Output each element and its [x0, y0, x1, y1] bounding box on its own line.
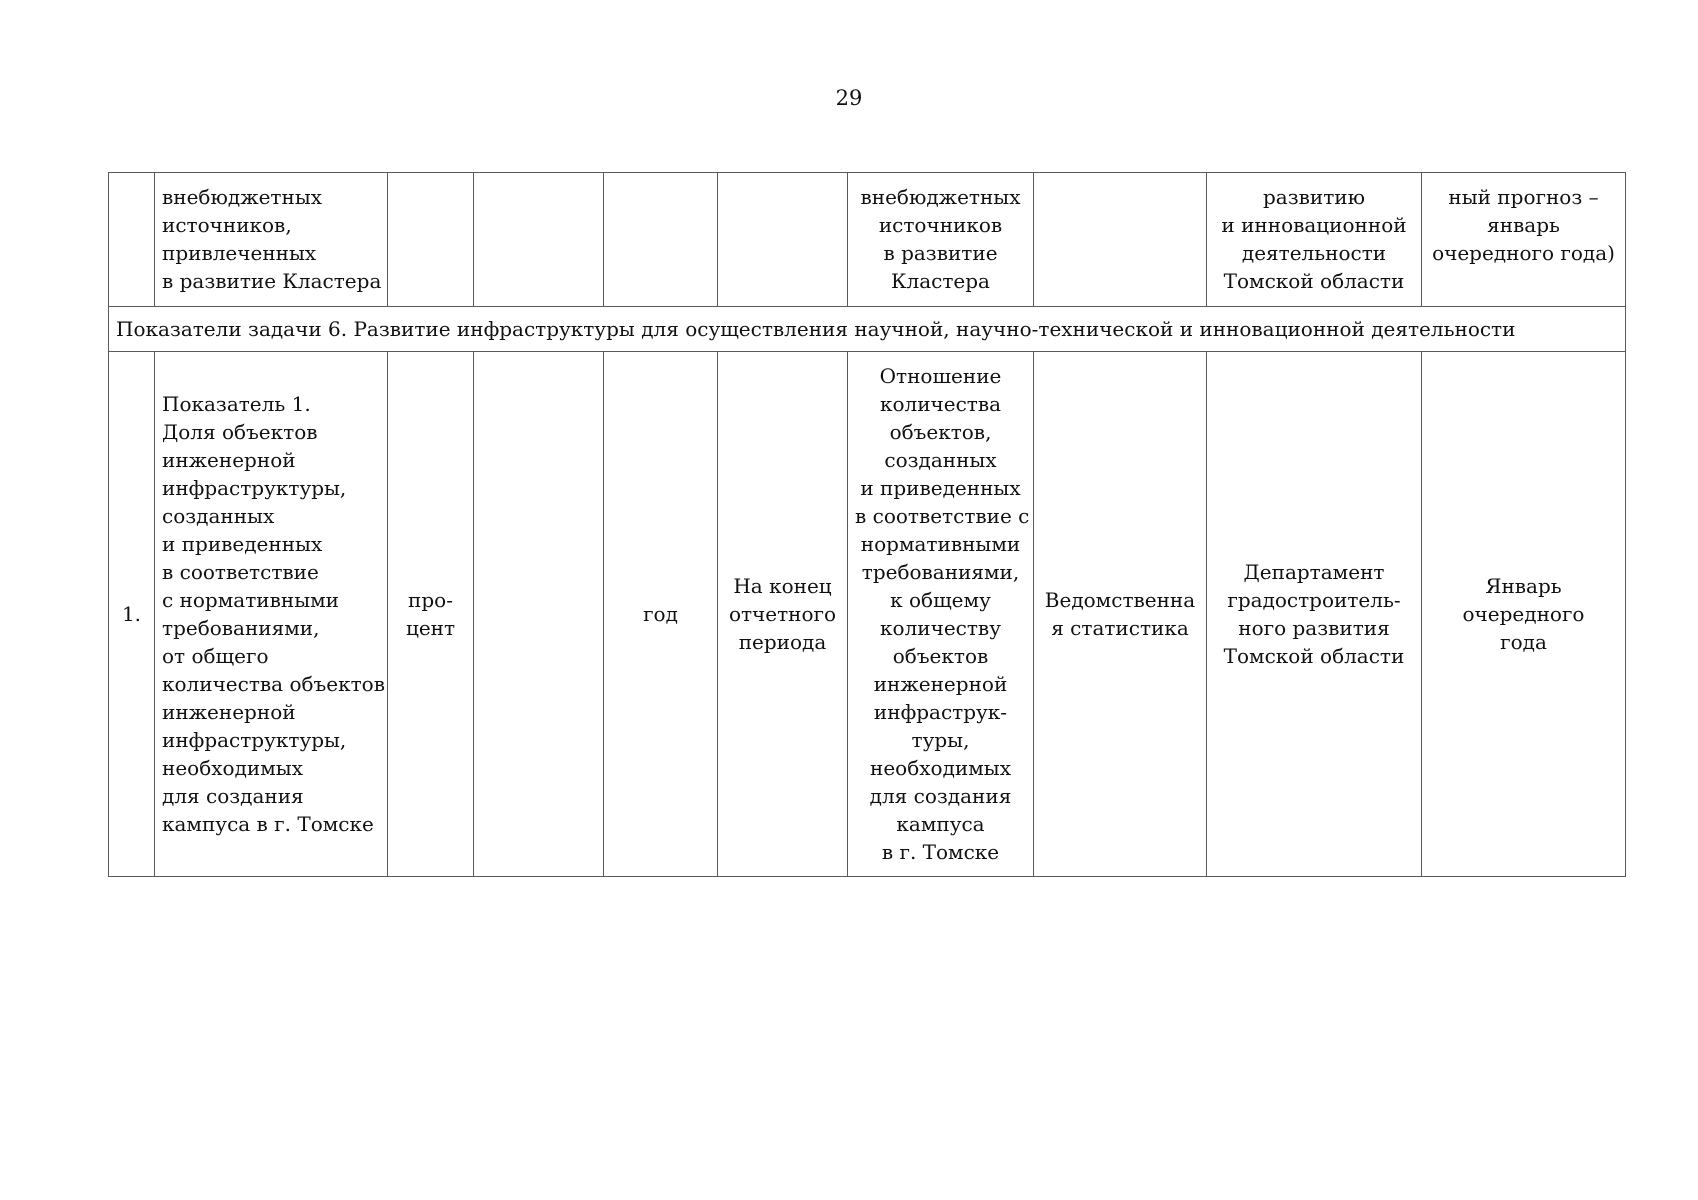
cell-empty — [474, 352, 604, 877]
cell-periodicity — [604, 173, 718, 307]
indicators-table — [108, 172, 1626, 877]
table-row-indicator — [109, 352, 1626, 877]
cell-unit: про- цент — [388, 352, 474, 877]
section-header: Показатели задачи 6. Развитие инфраструктуры для осуществления научной, научно-технической и инновационной деятельности — [109, 307, 1626, 352]
cell-number: 1. — [109, 352, 155, 877]
page-number: 29 — [835, 86, 863, 110]
cell-deadline: Январь очередного года — [1422, 352, 1626, 877]
cell-definition: Отношение количества объектов, созданных и приведенных в соответствие с нормативными требованиями, к общему количеству объектов инженерной инфраструк- туры, необходимых для создания кампуса в г. Томске — [848, 352, 1034, 877]
cell-method: Ведомственная статистика — [1034, 352, 1207, 877]
cell-empty — [474, 173, 604, 307]
cell-definition: внебюджетных источников в развитие Кластера — [848, 173, 1034, 307]
cell-number — [109, 173, 155, 307]
cell-indicator-name: Показатель 1. Доля объектов инженерной инфраструктуры, созданных и приведенных в соответствие с нормативными требованиями, от общего количества объектов инженерной инфраструктуры, необходимых для создания кампуса в г. Томске — [155, 352, 388, 877]
cell-responsible: Департамент градостроитель- ного развития Томской области — [1207, 352, 1422, 877]
cell-deadline: ный прогноз – январь очередного года) — [1422, 173, 1626, 307]
cell-responsible: развитию и инновационной деятельности Томской области — [1207, 173, 1422, 307]
table-row-section — [109, 307, 1626, 352]
cell-period: На конец отчетного периода — [718, 352, 848, 877]
table-row-continuation — [109, 173, 1626, 307]
cell-periodicity: год — [604, 352, 718, 877]
cell-indicator-name: внебюджетных источников, привлеченных в развитие Кластера — [155, 173, 388, 307]
cell-method — [1034, 173, 1207, 307]
cell-unit — [388, 173, 474, 307]
cell-period — [718, 173, 848, 307]
